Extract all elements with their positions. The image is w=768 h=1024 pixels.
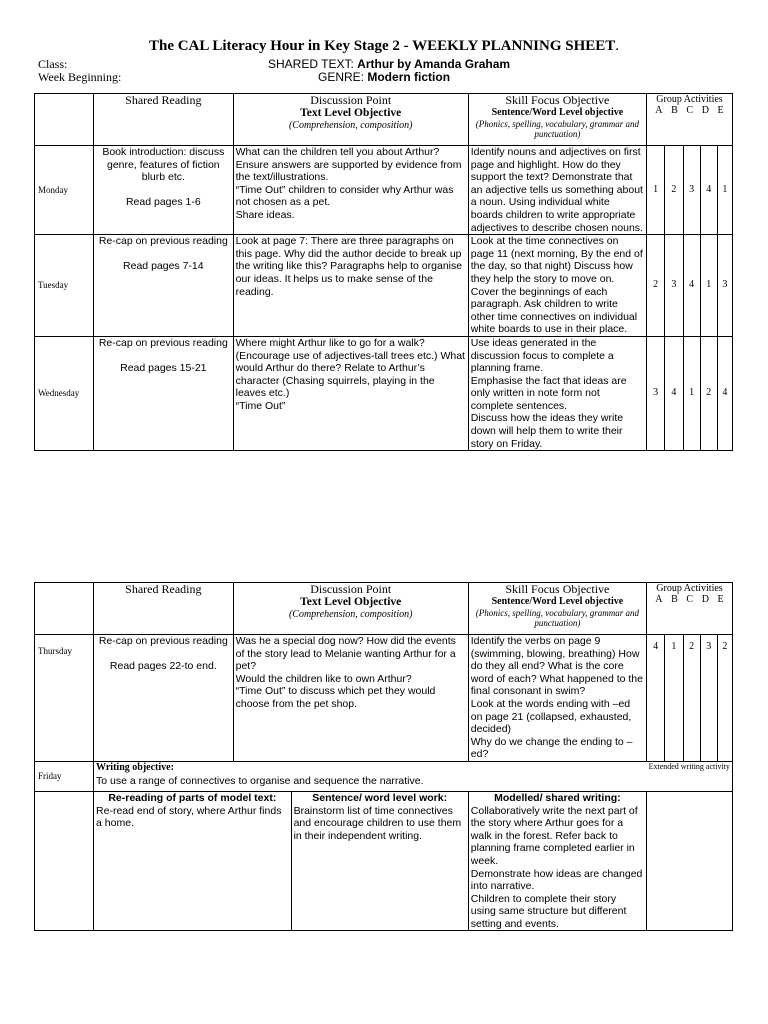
skill-header: Skill Focus Objective Sentence/Word Level objective (Phonics, spelling, vocabulary, grammar and punctuation) <box>468 583 646 635</box>
group-a-cell: 2 <box>647 235 665 337</box>
group-a-cell: 4 <box>647 635 665 762</box>
skill-header: Skill Focus Objective Sentence/Word Level objective (Phonics, spelling, vocabulary, grammar and punctuation) <box>468 94 646 146</box>
group-c-cell: 4 <box>683 235 700 337</box>
table-row <box>35 336 733 450</box>
group-c-cell: 2 <box>683 635 700 762</box>
skill-cell: Identify the verbs on page 9 (swimming, blowing, breathing) How do they all end? What is the core word of each? What happened to the final consonant in swim? Look at the words ending with –ed on page 21 (collapsed, exhausted, decided) Why do we change the ending to – ed? <box>468 635 646 762</box>
group-activities-header: Group Activities A B C D E <box>647 583 733 635</box>
group-d-cell: 4 <box>700 146 717 235</box>
day-label: Friday <box>35 761 94 791</box>
shared-text-line: SHARED TEXT: Arthur by Amanda Graham <box>268 57 511 71</box>
sentence-work-cell: Sentence/ word level work: Brainstorm list of time connectives and encourage children to use them in their independent writing. <box>291 791 468 931</box>
extended-writing-cell: Extended writing activity <box>647 761 733 791</box>
discussion-header: Discussion Point Text Level Objective (Comprehension, composition) <box>233 583 468 635</box>
group-b-cell: 3 <box>665 235 683 337</box>
group-e-cell: 1 <box>717 146 732 235</box>
discussion-cell: Was he a special dog now? How did the events of the story lead to Melanie wanting Arthur for a pet? Would the children like to own Arthur? “Time Out” to discuss which pet they would choose from the pet shop. <box>233 635 468 762</box>
friday-detail-row <box>35 791 733 931</box>
table-row <box>35 635 733 762</box>
shared-reading-cell: Re-cap on previous reading Read pages 15-21 <box>94 336 234 450</box>
skill-cell: Identify nouns and adjectives on first page and highlight. How do they support the text? Demonstrate that an adjective tells us something about a noun. Using individual white boards children to write appropriate adjectives to describe chosen nouns. <box>468 146 646 235</box>
day-label: Monday <box>35 146 94 235</box>
empty-header-cell <box>35 94 94 146</box>
rereading-cell: Re-reading of parts of model text: Re-read end of story, where Arthur finds a home. <box>94 791 292 931</box>
group-c-cell: 3 <box>683 146 700 235</box>
group-a-cell: 1 <box>647 146 665 235</box>
page-title: The CAL Literacy Hour in Key Stage 2 - WEEKLY PLANNING SHEET. <box>148 38 620 54</box>
shared-reading-header: Shared Reading <box>94 583 234 635</box>
discussion-cell: Look at page 7: There are three paragraphs on this page. Why did the author decide to break up the writing like this? Paragraphs help to organise our ideas. It helps us to make sense of the reading. <box>233 235 468 337</box>
shared-reading-cell: Re-cap on previous reading Read pages 22-to end. <box>94 635 234 762</box>
table-row <box>35 235 733 337</box>
group-e-cell: 4 <box>717 336 732 450</box>
shared-reading-cell: Book introduction: discuss genre, features of fiction blurb etc. Read pages 1-6 <box>94 146 234 235</box>
group-e-cell: 3 <box>717 235 732 337</box>
group-activities-header: Group Activities A B C D E <box>647 94 733 146</box>
group-e-cell: 2 <box>717 635 732 762</box>
discussion-cell: What can the children tell you about Arthur? Ensure answers are supported by evidence from the text/illustrations. “Time Out” children to consider why Arthur was not chosen as a pet. Share ideas. <box>233 146 468 235</box>
group-b-cell: 2 <box>665 146 683 235</box>
group-b-cell: 1 <box>665 635 683 762</box>
skill-cell: Use ideas generated in the discussion focus to complete a planning frame. Emphasise the fact that ideas are only written in note form not complete sentences. Discuss how the ideas they write down will help them to write their story on Friday. <box>468 336 646 450</box>
discussion-cell: Where might Arthur like to go for a walk? (Encourage use of adjectives-tall trees etc.) What would Arthur do there? Relate to Arthur’s character (Chasing squirrels, playing in the leaves etc.) “Time Out” <box>233 336 468 450</box>
empty-day-cell <box>35 791 94 931</box>
week-beginning-label: Week Beginning: <box>38 70 122 84</box>
group-d-cell: 3 <box>700 635 717 762</box>
skill-cell: Look at the time connectives on page 11 (next morning, By the end of the day, so that night) Discuss how they help the story to move on. Cover the beginnings of each paragraph. Ask children to write other time connectives on individual white boards to use in their place. <box>468 235 646 337</box>
modelled-writing-cell: Modelled/ shared writing: Collaboratively write the next part of the story where Arthur goes for a walk in the forest. Refer back to planning frame completed earlier in week. Demonstrate how ideas are changed into narrative. Children to complete their story using same structure but different setting and events. <box>468 791 646 931</box>
planning-table-top <box>34 93 733 451</box>
genre-line: GENRE: Modern fiction <box>318 70 451 84</box>
shared-reading-cell: Re-cap on previous reading Read pages 7-14 <box>94 235 234 337</box>
day-label: Tuesday <box>35 235 94 337</box>
empty-header-cell <box>35 583 94 635</box>
table-header-row <box>35 583 733 635</box>
empty-group-cell <box>647 791 733 931</box>
day-label: Thursday <box>35 635 94 762</box>
group-d-cell: 1 <box>700 235 717 337</box>
day-label: Wednesday <box>35 336 94 450</box>
discussion-header: Discussion Point Text Level Objective (Comprehension, composition) <box>233 94 468 146</box>
group-b-cell: 4 <box>665 336 683 450</box>
shared-reading-header: Shared Reading <box>94 94 234 146</box>
friday-objective-row <box>35 761 733 791</box>
table-header-row <box>35 94 733 146</box>
table-row <box>35 146 733 235</box>
group-a-cell: 3 <box>647 336 665 450</box>
class-label: Class: <box>38 57 68 71</box>
group-c-cell: 1 <box>683 336 700 450</box>
group-d-cell: 2 <box>700 336 717 450</box>
planning-table-bottom <box>34 582 733 931</box>
writing-objective-cell: Writing objective: To use a range of connectives to organise and sequence the narrative. <box>94 761 647 791</box>
